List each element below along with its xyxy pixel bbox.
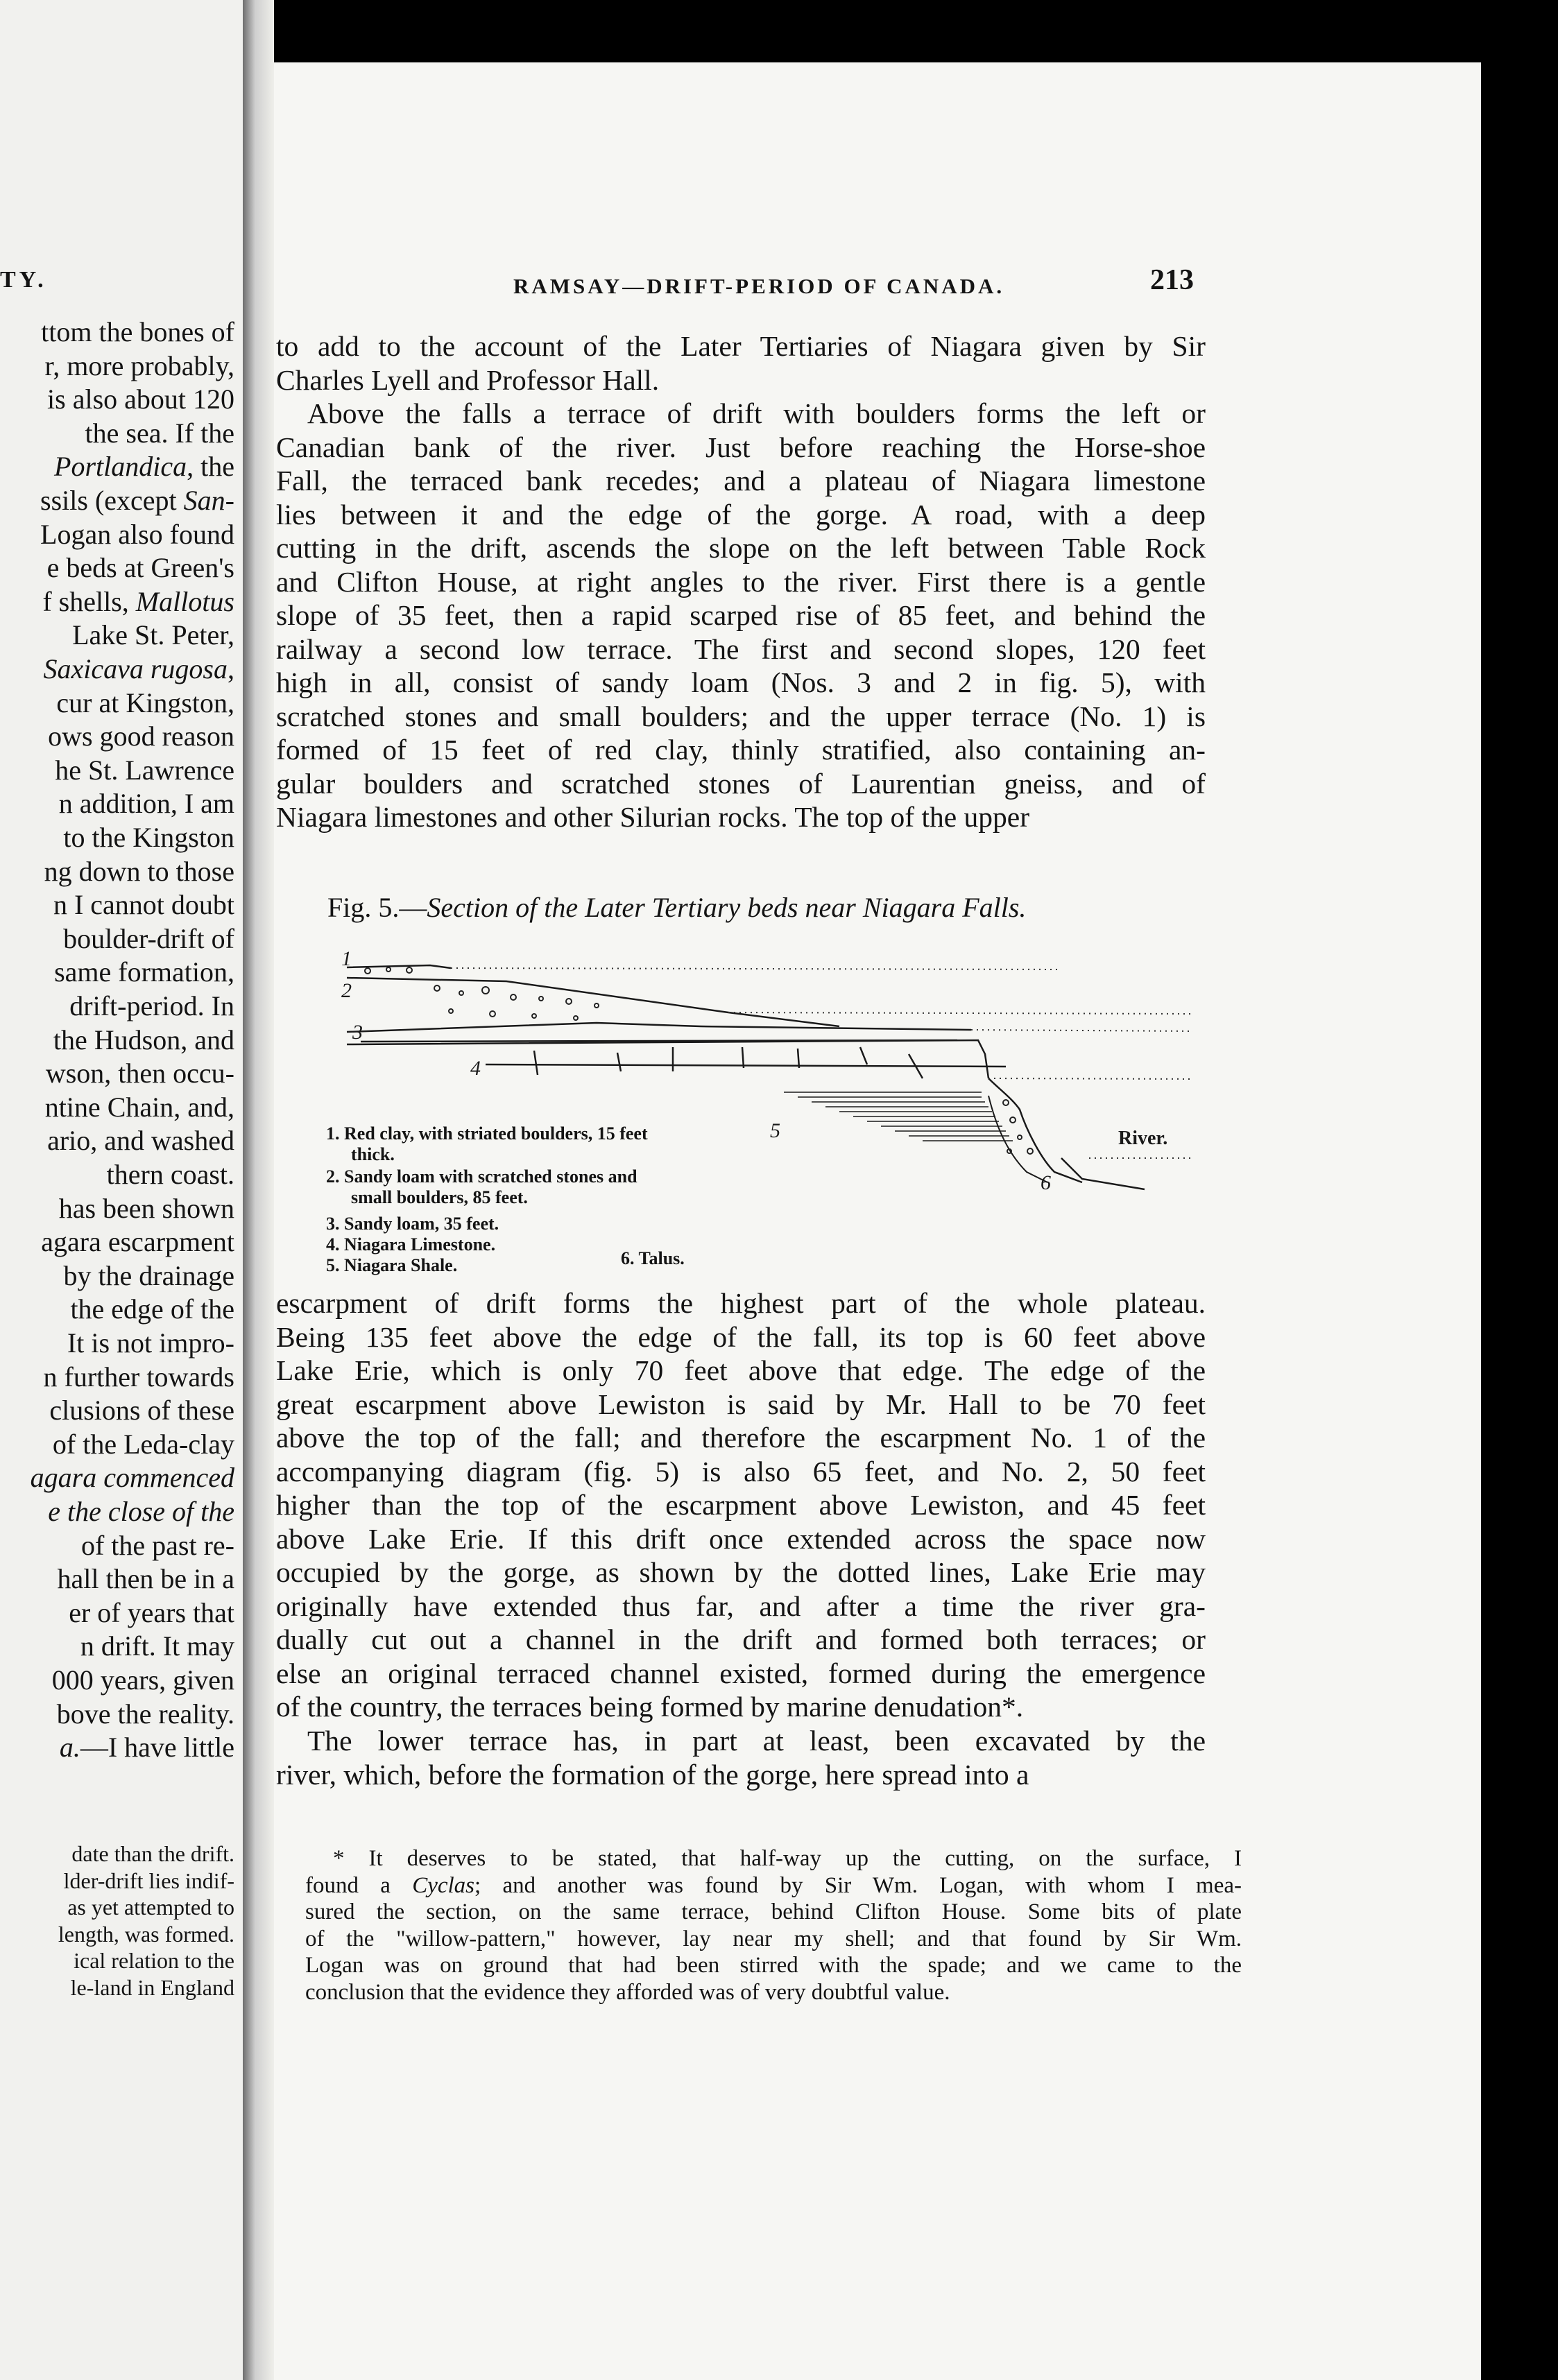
left-footnote-line: date than the drift.: [71, 1841, 234, 1866]
footnote-line: * It deserves to be stated, that half-way up the cutting, on the surface, I: [333, 1846, 1242, 1871]
label-layer-1: 1: [341, 950, 352, 970]
left-text-line: f shells, Mallotus: [42, 585, 234, 617]
left-text-line: ttom the bones of: [41, 316, 234, 347]
left-text-line: wson, then occu-: [45, 1058, 234, 1089]
body-text-line: above the top of the fall; and therefore the escarpment No. 1 of the: [276, 1422, 1206, 1454]
legend-entry: 5. Niagara Shale.: [326, 1255, 458, 1275]
body-text-line: river, which, before the formation of the gorge, here spread into a: [276, 1758, 1029, 1791]
left-text-line: agara commenced: [30, 1462, 234, 1494]
left-text-line: e beds at Green's: [46, 552, 234, 584]
layer-3-line: [347, 1023, 971, 1032]
left-text-line: 000 years, given: [51, 1664, 234, 1696]
body-text-line: scratched stones and small boulders; and the upper terrace (No. 1) is: [276, 700, 1206, 732]
label-layer-3: 3: [352, 1021, 363, 1044]
left-footnote-line: lder-drift lies indif-: [63, 1868, 234, 1893]
dotted-line-limestone: [988, 1078, 1193, 1079]
left-text-line: has been shown: [58, 1192, 234, 1224]
body-text-line: accompanying diagram (fig. 5) is also 65 feet, and No. 2, 50 feet: [276, 1455, 1206, 1488]
left-text-line: er of years that: [69, 1596, 234, 1628]
left-text-line: hall then be in a: [57, 1563, 234, 1595]
body-text-line: originally have extended thus far, and after a time the river gra-: [276, 1589, 1206, 1622]
left-text-line: ows good reason: [48, 721, 234, 752]
left-text-line: ng down to those: [44, 855, 234, 887]
body-text-line: of the country, the terraces being formed by marine denudation*.: [276, 1691, 1024, 1723]
left-text-line: e the close of the: [48, 1496, 234, 1527]
body-text-line: and Clifton House, at right angles to the river. First there is a gentle: [276, 565, 1206, 598]
legend-talus: 6. Talus.: [621, 1248, 685, 1268]
running-head: RAMSAY—DRIFT-PERIOD OF CANADA.: [513, 274, 1005, 298]
left-text-line: ssils (except San-: [40, 485, 234, 516]
limestone-top: [347, 1040, 988, 1078]
body-text-line: slope of 35 feet, then a rapid scarped rise of 85 feet, and behind the: [276, 599, 1206, 631]
body-text-line: dually cut out a channel in the drift and formed both terraces; or: [276, 1623, 1206, 1655]
dotted-line-layer-1: [451, 968, 1061, 969]
layer-1-top: [347, 965, 451, 968]
legend-entry: 1. Red clay, with striated boulders, 15 feet: [326, 1123, 648, 1144]
left-text-line: the Hudson, and: [53, 1024, 234, 1055]
left-text-line: of the past re-: [80, 1529, 234, 1561]
left-text-line: drift-period. In: [69, 990, 234, 1021]
footnote-line: Logan was on ground that had been stirred with the spade; and we came to the: [305, 1953, 1242, 1978]
body-text-line: great escarpment above Lewiston is said by Mr. Hall to be 70 feet: [276, 1388, 1206, 1420]
left-text-line: to the Kingston: [63, 822, 234, 853]
legend-entry: 2. Sandy loam with scratched stones and: [326, 1166, 637, 1187]
body-text-line: Niagara limestones and other Silurian rocks. The top of the upper: [276, 801, 1030, 833]
label-river: River.: [1118, 1128, 1168, 1149]
left-footnote-line: le-land in England: [70, 1974, 234, 2000]
left-text-line: a.—I have little: [59, 1732, 234, 1764]
left-text-line: of the Leda-clay: [52, 1428, 234, 1460]
label-layer-2: 2: [341, 979, 352, 1002]
left-text-line: the sea. If the: [85, 417, 234, 449]
left-text-line: Portlandica, the: [54, 451, 234, 483]
left-text-line: clusions of these: [49, 1395, 234, 1426]
layer-2-slope: [347, 978, 839, 1026]
left-text-line: r, more probably,: [44, 350, 234, 381]
body-text-line: above Lake Erie. If this drift once extended across the space now: [276, 1522, 1206, 1555]
footnote-line: sured the section, on the same terrace, behind Clifton House. Some bits of plate: [305, 1899, 1242, 1924]
footnote-line: conclusion that the evidence they afforded was of very doubtful value.: [305, 1979, 950, 2005]
left-text-line: thern coast.: [106, 1159, 234, 1190]
limestone-joints: [534, 1047, 923, 1078]
body-text-line: Lake Erie, which is only 70 feet above that edge. The edge of the: [276, 1354, 1206, 1386]
limestone-bed-line: [486, 1064, 1006, 1067]
left-footnote-line: as yet attempted to: [67, 1895, 234, 1920]
body-text-line: Canadian bank of the river. Just before reaching the Horse-shoe: [276, 431, 1206, 463]
left-footnote-line: length, was formed.: [58, 1921, 234, 1947]
left-text-line: n I cannot doubt: [53, 889, 234, 921]
body-text-line: Above the falls a terrace of drift with boulders forms the left or: [307, 397, 1206, 429]
river-bank: [1061, 1158, 1145, 1189]
left-text-line: ntine Chain, and,: [44, 1091, 234, 1123]
left-text-line: Lake St. Peter,: [72, 619, 234, 651]
footnote-line: found a Cyclas; and another was found by Sir Wm. Logan, with whom I mea-: [305, 1872, 1242, 1898]
left-text-line: is also about 120: [47, 383, 234, 415]
body-text-line: Being 135 feet above the edge of the fall, its top is 60 feet above: [276, 1320, 1206, 1353]
body-text-line: escarpment of drift forms the highest part of the whole plateau.: [276, 1287, 1206, 1319]
left-text-line: agara escarpment: [41, 1226, 234, 1258]
left-text-line: n addition, I am: [58, 788, 234, 820]
legend-entry: 4. Niagara Limestone.: [326, 1234, 496, 1254]
figure-caption-title: Section of the Later Tertiary beds near Niagara Falls.: [427, 892, 1027, 923]
body-text-line: The lower terrace has, in part at least, been excavated by the: [307, 1725, 1206, 1757]
left-text-line: by the drainage: [63, 1259, 234, 1291]
left-text-line: Saxicava rugosa,: [43, 653, 234, 684]
body-text-line: gular boulders and scratched stones of Laurentian gneiss, and of: [276, 767, 1206, 800]
body-text-line: higher than the top of the escarpment above Lewiston, and 45 feet: [276, 1489, 1206, 1521]
body-text-line: formed of 15 feet of red clay, thinly stratified, also containing an-: [276, 734, 1206, 766]
footnote-line: of the "willow-pattern," however, lay near my shell; and that found by Sir Wm.: [305, 1926, 1242, 1951]
body-text-line: occupied by the gorge, as shown by the dotted lines, Lake Erie may: [276, 1556, 1206, 1588]
left-text-line: n drift. It may: [80, 1630, 234, 1662]
body-text-line: Charles Lyell and Professor Hall.: [276, 363, 660, 396]
body-text-line: to add to the account of the Later Tertiaries of Niagara given by Sir: [276, 330, 1206, 362]
left-text-line: same formation,: [54, 956, 234, 988]
gorge-cliff: [988, 1078, 1082, 1182]
left-text-line: he St. Lawrence: [55, 754, 234, 786]
body-text-line: Fall, the terraced bank recedes; and a plateau of Niagara limestone: [276, 465, 1206, 497]
figure-caption-prefix: Fig. 5.—: [327, 892, 427, 923]
label-layer-5: 5: [770, 1119, 780, 1142]
left-text-line: the edge of the: [70, 1293, 234, 1325]
left-running-head-fragment: TY.: [0, 267, 47, 293]
body-text-line: high in all, consist of sandy loam (Nos. 3 and 2 in fig. 5), with: [276, 666, 1206, 698]
left-text-line: n further towards: [43, 1361, 234, 1392]
body-text-line: lies between it and the edge of the gorge. A road, with a deep: [276, 498, 1206, 531]
left-text-line: cur at Kingston,: [56, 687, 234, 718]
shale-hatching: [784, 1092, 1013, 1141]
left-text-line: Logan also found: [40, 518, 234, 550]
left-footnote-line: ical relation to the: [74, 1948, 234, 1973]
dotted-line-layer-2: [728, 1012, 1193, 1014]
legend-entry: thick.: [351, 1144, 395, 1164]
left-page-fragment: [0, 0, 243, 2380]
legend-entry: small boulders, 85 feet.: [351, 1187, 528, 1207]
left-text-line: ario, and washed: [47, 1125, 234, 1157]
dotted-line-layer-3: [971, 1030, 1193, 1031]
body-text-line: railway a second low terrace. The first and second slopes, 120 feet: [276, 632, 1206, 665]
left-text-line: It is not impro-: [67, 1327, 234, 1359]
left-text-line: boulder-drift of: [63, 922, 234, 954]
left-text-line: bove the reality.: [56, 1698, 234, 1730]
body-text-line: cutting in the drift, ascends the slope on the left between Table Rock: [276, 532, 1206, 564]
body-text-line: else an original terraced channel existed, formed during the emergence: [276, 1657, 1206, 1689]
legend-entry: 3. Sandy loam, 35 feet.: [326, 1214, 499, 1234]
page-number: 213: [1150, 264, 1194, 296]
book-gutter: [243, 0, 274, 2380]
label-layer-4: 4: [470, 1057, 481, 1080]
figure-caption: [327, 891, 1026, 924]
label-layer-6: 6: [1041, 1171, 1051, 1194]
